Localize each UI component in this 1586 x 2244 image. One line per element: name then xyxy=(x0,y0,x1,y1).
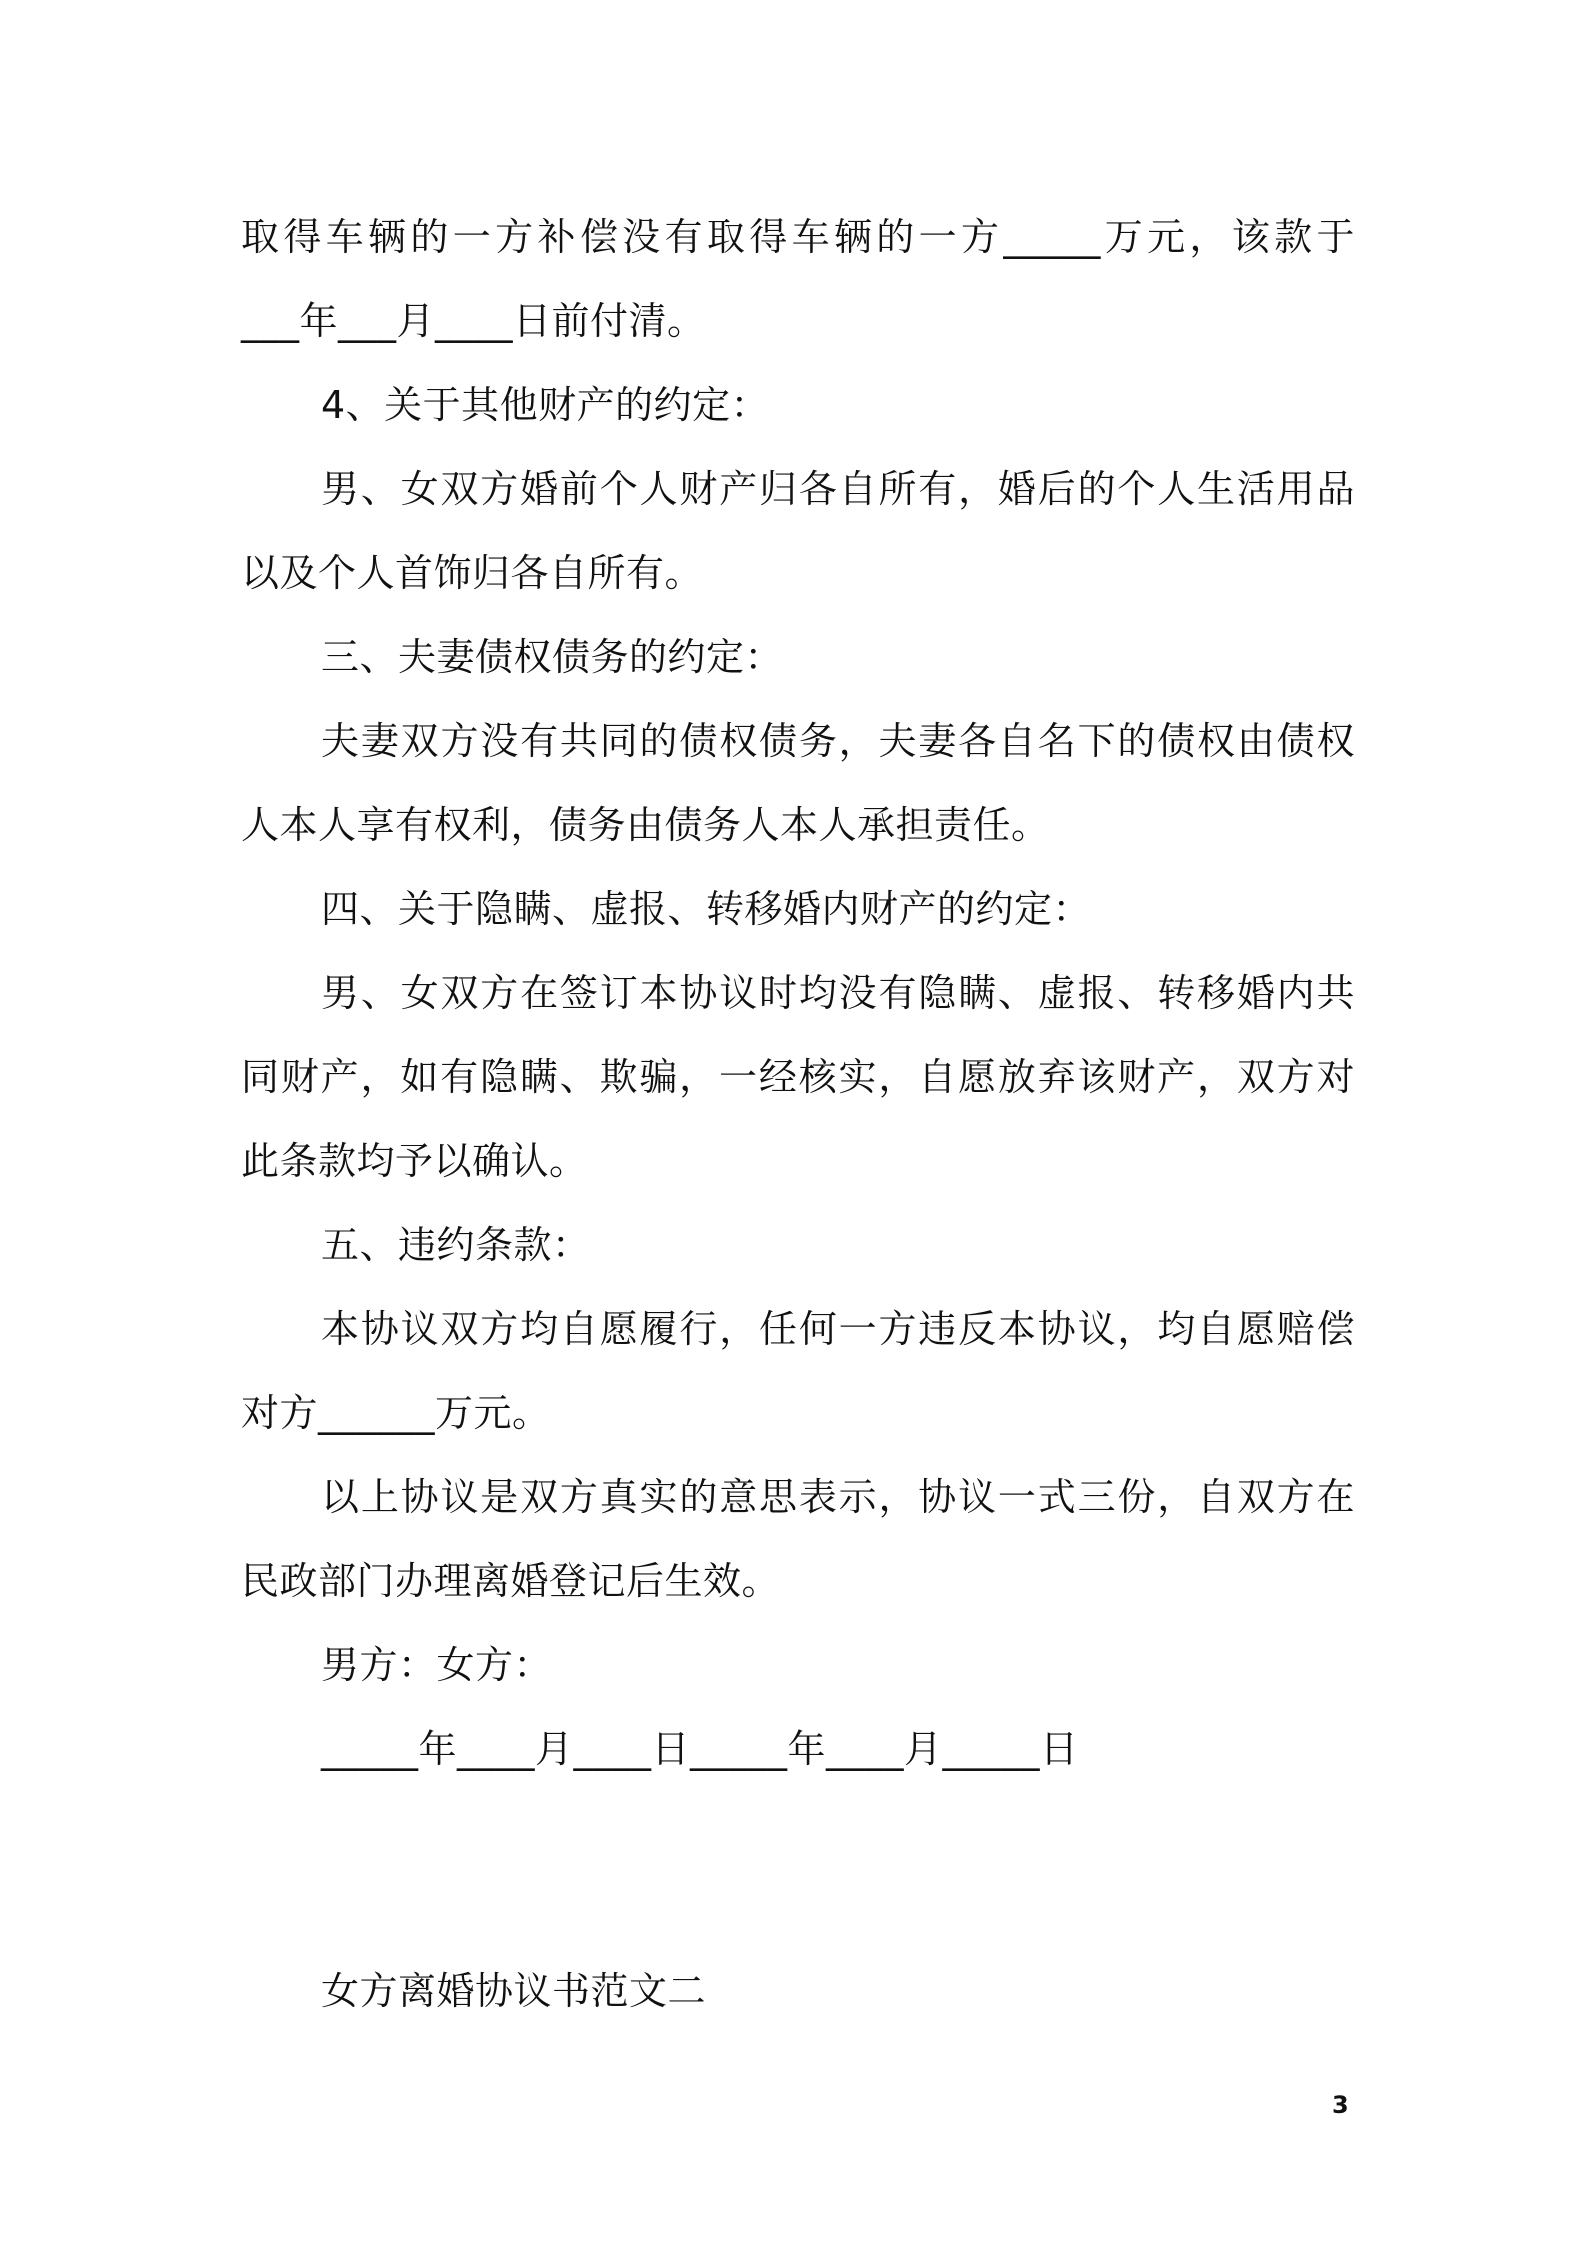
paragraph-line: 以上协议是双方真实的意思表示，协议一式三份，自双方在 xyxy=(321,1475,1355,1519)
section-heading: 五、违约条款： xyxy=(321,1223,591,1267)
paragraph-line: 以及个人首饰归各自所有。 xyxy=(241,551,704,595)
paragraph-line: 同财产，如有隐瞒、欺骗，一经核实，自愿放弃该财产，双方对 xyxy=(241,1055,1355,1099)
section-title: 女方离婚协议书范文二 xyxy=(321,1969,707,2013)
paragraph-line: 本协议双方均自愿履行，任何一方违反本协议，均自愿赔偿 xyxy=(321,1307,1355,1351)
paragraph-line: ___年___月____日前付清。 xyxy=(241,299,706,343)
document-body xyxy=(241,195,1355,2033)
signature-dates: _____年____月____日_____年____月_____日 xyxy=(321,1727,1079,1771)
paragraph-line: 此条款均予以确认。 xyxy=(241,1139,588,1183)
paragraph-line: 民政部门办理离婚登记后生效。 xyxy=(241,1559,781,1603)
section-heading: 三、夫妻债权债务的约定： xyxy=(321,635,784,679)
paragraph-line: 男、女双方在签订本协议时均没有隐瞒、虚报、转移婚内共 xyxy=(321,971,1355,1015)
paragraph-line: 取得车辆的一方补偿没有取得车辆的一方_____万元，该款于 xyxy=(241,215,1355,259)
section-heading: 四、关于隐瞒、虚报、转移婚内财产的约定： xyxy=(321,887,1092,931)
section-heading: 4、关于其他财产的约定： xyxy=(321,383,770,427)
paragraph-line: 人本人享有权利，债务由债务人本人承担责任。 xyxy=(241,803,1050,847)
paragraph-line: 夫妻双方没有共同的债权债务，夫妻各自名下的债权由债权 xyxy=(321,719,1355,763)
paragraph-line: 男、女双方婚前个人财产归各自所有，婚后的个人生活用品 xyxy=(321,467,1355,511)
page-number: 3 xyxy=(1332,2091,1349,2119)
paragraph-line: 对方______万元。 xyxy=(241,1391,551,1435)
signature-labels: 男方：女方： xyxy=(321,1643,553,1687)
